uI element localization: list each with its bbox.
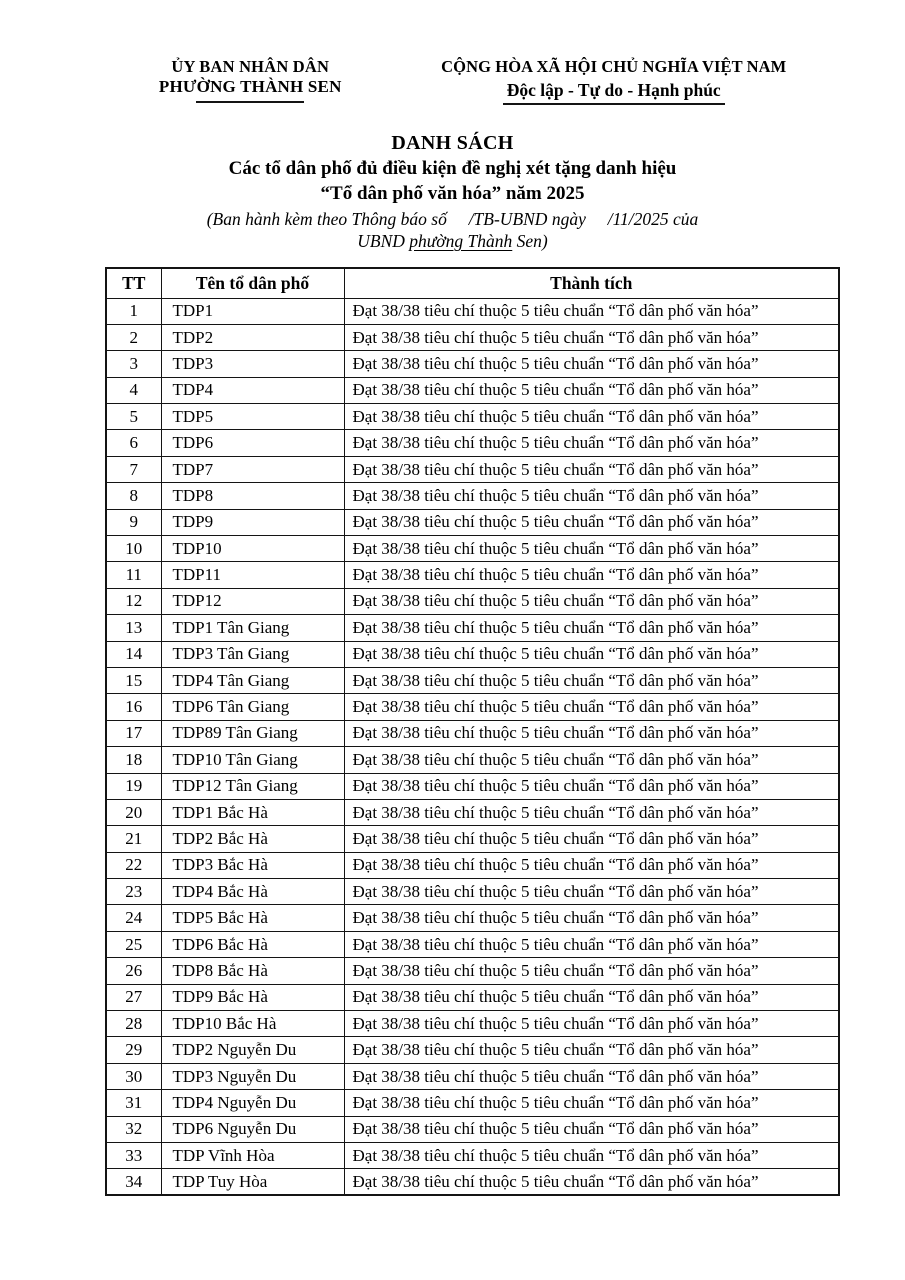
cell-tdp-name: TDP8 [161, 483, 344, 509]
cell-tdp-name: TDP10 Bắc Hà [161, 1011, 344, 1037]
table-row [106, 931, 839, 957]
cell-achievement: Đạt 38/38 tiêu chí thuộc 5 tiêu chuẩn “Tổ dân phố văn hóa” [344, 588, 839, 614]
cell-tt: 17 [106, 720, 161, 746]
cell-achievement: Đạt 38/38 tiêu chí thuộc 5 tiêu chuẩn “Tổ dân phố văn hóa” [344, 852, 839, 878]
cell-tt: 8 [106, 483, 161, 509]
cell-tdp-name: TDP Tuy Hòa [161, 1169, 344, 1195]
cell-achievement: Đạt 38/38 tiêu chí thuộc 5 tiêu chuẩn “Tổ dân phố văn hóa” [344, 404, 839, 430]
table-row [106, 773, 839, 799]
cell-tdp-name: TDP Vĩnh Hòa [161, 1143, 344, 1169]
cell-tdp-name: TDP5 [161, 404, 344, 430]
issuer-name-line2: PHƯỜNG THÀNH SEN [158, 77, 342, 96]
cell-achievement: Đạt 38/38 tiêu chí thuộc 5 tiêu chuẩn “Tổ dân phố văn hóa” [344, 509, 839, 535]
issuer-underline-rule [196, 101, 304, 103]
column-header-tt: TT [106, 268, 161, 298]
table-row [106, 588, 839, 614]
table-row [106, 694, 839, 720]
cell-tdp-name: TDP4 [161, 377, 344, 403]
cell-tt: 15 [106, 667, 161, 693]
cell-tt: 26 [106, 958, 161, 984]
cell-tt: 24 [106, 905, 161, 931]
table-row [106, 1011, 839, 1037]
cell-tt: 31 [106, 1090, 161, 1116]
cell-achievement: Đạt 38/38 tiêu chí thuộc 5 tiêu chuẩn “Tổ dân phố văn hóa” [344, 826, 839, 852]
cell-achievement: Đạt 38/38 tiêu chí thuộc 5 tiêu chuẩn “Tổ dân phố văn hóa” [344, 456, 839, 482]
cell-tt: 30 [106, 1063, 161, 1089]
title-block [0, 132, 905, 252]
issued-note-line2-prefix: UBND [357, 231, 410, 251]
table-row [106, 1116, 839, 1142]
document-header [0, 0, 905, 105]
tdp-list-table [105, 267, 840, 1196]
cell-tt: 12 [106, 588, 161, 614]
cell-tt: 21 [106, 826, 161, 852]
table-row [106, 720, 839, 746]
cell-tt: 3 [106, 351, 161, 377]
cell-tdp-name: TDP2 [161, 324, 344, 350]
cell-achievement: Đạt 38/38 tiêu chí thuộc 5 tiêu chuẩn “Tổ dân phố văn hóa” [344, 905, 839, 931]
cell-achievement: Đạt 38/38 tiêu chí thuộc 5 tiêu chuẩn “Tổ dân phố văn hóa” [344, 536, 839, 562]
cell-achievement: Đạt 38/38 tiêu chí thuộc 5 tiêu chuẩn “Tổ dân phố văn hóa” [344, 931, 839, 957]
table-row [106, 430, 839, 456]
cell-tdp-name: TDP1 [161, 298, 344, 324]
cell-achievement: Đạt 38/38 tiêu chí thuộc 5 tiêu chuẩn “Tổ dân phố văn hóa” [344, 667, 839, 693]
cell-tt: 2 [106, 324, 161, 350]
national-header-line: CỘNG HÒA XÃ HỘI CHỦ NGHĨA VIỆT NAM [441, 57, 787, 76]
table-row [106, 404, 839, 430]
table-row [106, 298, 839, 324]
issued-note-line2 [0, 231, 905, 252]
table-row [106, 324, 839, 350]
cell-tdp-name: TDP12 Tân Giang [161, 773, 344, 799]
cell-achievement: Đạt 38/38 tiêu chí thuộc 5 tiêu chuẩn “Tổ dân phố văn hóa” [344, 324, 839, 350]
table-row [106, 377, 839, 403]
column-header-name: Tên tổ dân phố [161, 268, 344, 298]
cell-tt: 4 [106, 377, 161, 403]
cell-achievement: Đạt 38/38 tiêu chí thuộc 5 tiêu chuẩn “Tổ dân phố văn hóa” [344, 1037, 839, 1063]
cell-tt: 29 [106, 1037, 161, 1063]
cell-tdp-name: TDP9 [161, 509, 344, 535]
table-row [106, 351, 839, 377]
table-row [106, 799, 839, 825]
cell-achievement: Đạt 38/38 tiêu chí thuộc 5 tiêu chuẩn “Tổ dân phố văn hóa” [344, 641, 839, 667]
cell-tdp-name: TDP89 Tân Giang [161, 720, 344, 746]
table-row [106, 984, 839, 1010]
cell-tt: 11 [106, 562, 161, 588]
issued-note-line1: (Ban hành kèm theo Thông báo số /TB-UBND ngày /11/2025 của [206, 209, 699, 229]
cell-tt: 5 [106, 404, 161, 430]
cell-achievement: Đạt 38/38 tiêu chí thuộc 5 tiêu chuẩn “Tổ dân phố văn hóa” [344, 562, 839, 588]
cell-achievement: Đạt 38/38 tiêu chí thuộc 5 tiêu chuẩn “Tổ dân phố văn hóa” [344, 377, 839, 403]
cell-tdp-name: TDP10 [161, 536, 344, 562]
cell-tt: 13 [106, 615, 161, 641]
table-row [106, 509, 839, 535]
issuer-block [100, 57, 401, 105]
cell-tdp-name: TDP1 Bắc Hà [161, 799, 344, 825]
cell-tt: 9 [106, 509, 161, 535]
cell-tdp-name: TDP11 [161, 562, 344, 588]
cell-tt: 18 [106, 747, 161, 773]
table-row [106, 562, 839, 588]
cell-tdp-name: TDP8 Bắc Hà [161, 958, 344, 984]
cell-tdp-name: TDP5 Bắc Hà [161, 905, 344, 931]
cell-achievement: Đạt 38/38 tiêu chí thuộc 5 tiêu chuẩn “Tổ dân phố văn hóa” [344, 1090, 839, 1116]
cell-tt: 7 [106, 456, 161, 482]
cell-tdp-name: TDP4 Bắc Hà [161, 879, 344, 905]
table-body [106, 298, 839, 1195]
cell-achievement: Đạt 38/38 tiêu chí thuộc 5 tiêu chuẩn “Tổ dân phố văn hóa” [344, 1143, 839, 1169]
cell-tt: 27 [106, 984, 161, 1010]
cell-tt: 22 [106, 852, 161, 878]
cell-tdp-name: TDP6 Tân Giang [161, 694, 344, 720]
table-row [106, 1143, 839, 1169]
cell-achievement: Đạt 38/38 tiêu chí thuộc 5 tiêu chuẩn “Tổ dân phố văn hóa” [344, 1011, 839, 1037]
cell-tdp-name: TDP12 [161, 588, 344, 614]
table-row [106, 536, 839, 562]
issued-note-line2-suffix: Sen) [512, 231, 548, 251]
cell-tdp-name: TDP10 Tân Giang [161, 747, 344, 773]
table-row [106, 615, 839, 641]
cell-tdp-name: TDP2 Nguyễn Du [161, 1037, 344, 1063]
cell-tt: 6 [106, 430, 161, 456]
document-subtitle-line2: “Tổ dân phố văn hóa” năm 2025 [320, 183, 585, 204]
table-row [106, 905, 839, 931]
cell-achievement: Đạt 38/38 tiêu chí thuộc 5 tiêu chuẩn “Tổ dân phố văn hóa” [344, 694, 839, 720]
cell-achievement: Đạt 38/38 tiêu chí thuộc 5 tiêu chuẩn “Tổ dân phố văn hóa” [344, 1116, 839, 1142]
cell-achievement: Đạt 38/38 tiêu chí thuộc 5 tiêu chuẩn “Tổ dân phố văn hóa” [344, 1063, 839, 1089]
table-row [106, 852, 839, 878]
cell-tt: 16 [106, 694, 161, 720]
cell-tdp-name: TDP4 Nguyễn Du [161, 1090, 344, 1116]
cell-tt: 14 [106, 641, 161, 667]
cell-achievement: Đạt 38/38 tiêu chí thuộc 5 tiêu chuẩn “Tổ dân phố văn hóa” [344, 773, 839, 799]
table-row [106, 1169, 839, 1195]
cell-tt: 23 [106, 879, 161, 905]
cell-achievement: Đạt 38/38 tiêu chí thuộc 5 tiêu chuẩn “Tổ dân phố văn hóa” [344, 483, 839, 509]
table-row [106, 641, 839, 667]
cell-achievement: Đạt 38/38 tiêu chí thuộc 5 tiêu chuẩn “Tổ dân phố văn hóa” [344, 298, 839, 324]
cell-tt: 19 [106, 773, 161, 799]
cell-tdp-name: TDP6 [161, 430, 344, 456]
cell-achievement: Đạt 38/38 tiêu chí thuộc 5 tiêu chuẩn “Tổ dân phố văn hóa” [344, 747, 839, 773]
table-row [106, 1037, 839, 1063]
table-row [106, 1090, 839, 1116]
cell-achievement: Đạt 38/38 tiêu chí thuộc 5 tiêu chuẩn “Tổ dân phố văn hóa” [344, 430, 839, 456]
cell-tdp-name: TDP7 [161, 456, 344, 482]
document-subtitle-line1: Các tổ dân phố đủ điều kiện đề nghị xét tặng danh hiệu [228, 158, 677, 179]
table-row [106, 483, 839, 509]
cell-achievement: Đạt 38/38 tiêu chí thuộc 5 tiêu chuẩn “Tổ dân phố văn hóa” [344, 1169, 839, 1195]
table-header-row [106, 268, 839, 298]
cell-tdp-name: TDP1 Tân Giang [161, 615, 344, 641]
cell-tdp-name: TDP2 Bắc Hà [161, 826, 344, 852]
cell-achievement: Đạt 38/38 tiêu chí thuộc 5 tiêu chuẩn “Tổ dân phố văn hóa” [344, 615, 839, 641]
national-header-block [401, 57, 828, 105]
cell-tt: 33 [106, 1143, 161, 1169]
cell-achievement: Đạt 38/38 tiêu chí thuộc 5 tiêu chuẩn “Tổ dân phố văn hóa” [344, 720, 839, 746]
cell-achievement: Đạt 38/38 tiêu chí thuộc 5 tiêu chuẩn “Tổ dân phố văn hóa” [344, 958, 839, 984]
cell-achievement: Đạt 38/38 tiêu chí thuộc 5 tiêu chuẩn “Tổ dân phố văn hóa” [344, 879, 839, 905]
issuer-name-line1: ỦY BAN NHÂN DÂN [171, 57, 330, 76]
cell-tt: 32 [106, 1116, 161, 1142]
cell-tt: 25 [106, 931, 161, 957]
cell-tdp-name: TDP4 Tân Giang [161, 667, 344, 693]
cell-tdp-name: TDP6 Bắc Hà [161, 931, 344, 957]
table-row [106, 747, 839, 773]
cell-achievement: Đạt 38/38 tiêu chí thuộc 5 tiêu chuẩn “Tổ dân phố văn hóa” [344, 799, 839, 825]
table-row [106, 456, 839, 482]
column-header-achievement: Thành tích [344, 268, 839, 298]
cell-tdp-name: TDP3 [161, 351, 344, 377]
cell-achievement: Đạt 38/38 tiêu chí thuộc 5 tiêu chuẩn “Tổ dân phố văn hóa” [344, 351, 839, 377]
table-row [106, 879, 839, 905]
cell-tt: 28 [106, 1011, 161, 1037]
table-row [106, 958, 839, 984]
cell-tt: 34 [106, 1169, 161, 1195]
document-title: DANH SÁCH [391, 132, 514, 154]
cell-tdp-name: TDP3 Bắc Hà [161, 852, 344, 878]
cell-achievement: Đạt 38/38 tiêu chí thuộc 5 tiêu chuẩn “Tổ dân phố văn hóa” [344, 984, 839, 1010]
issued-note-line2-underlined: phường Thành [409, 231, 513, 251]
cell-tt: 10 [106, 536, 161, 562]
table-row [106, 826, 839, 852]
cell-tt: 20 [106, 799, 161, 825]
cell-tt: 1 [106, 298, 161, 324]
cell-tdp-name: TDP6 Nguyễn Du [161, 1116, 344, 1142]
cell-tdp-name: TDP3 Tân Giang [161, 641, 344, 667]
national-motto: Độc lập - Tự do - Hạnh phúc [503, 80, 725, 105]
table-row [106, 1063, 839, 1089]
table-row [106, 667, 839, 693]
cell-tdp-name: TDP9 Bắc Hà [161, 984, 344, 1010]
cell-tdp-name: TDP3 Nguyễn Du [161, 1063, 344, 1089]
